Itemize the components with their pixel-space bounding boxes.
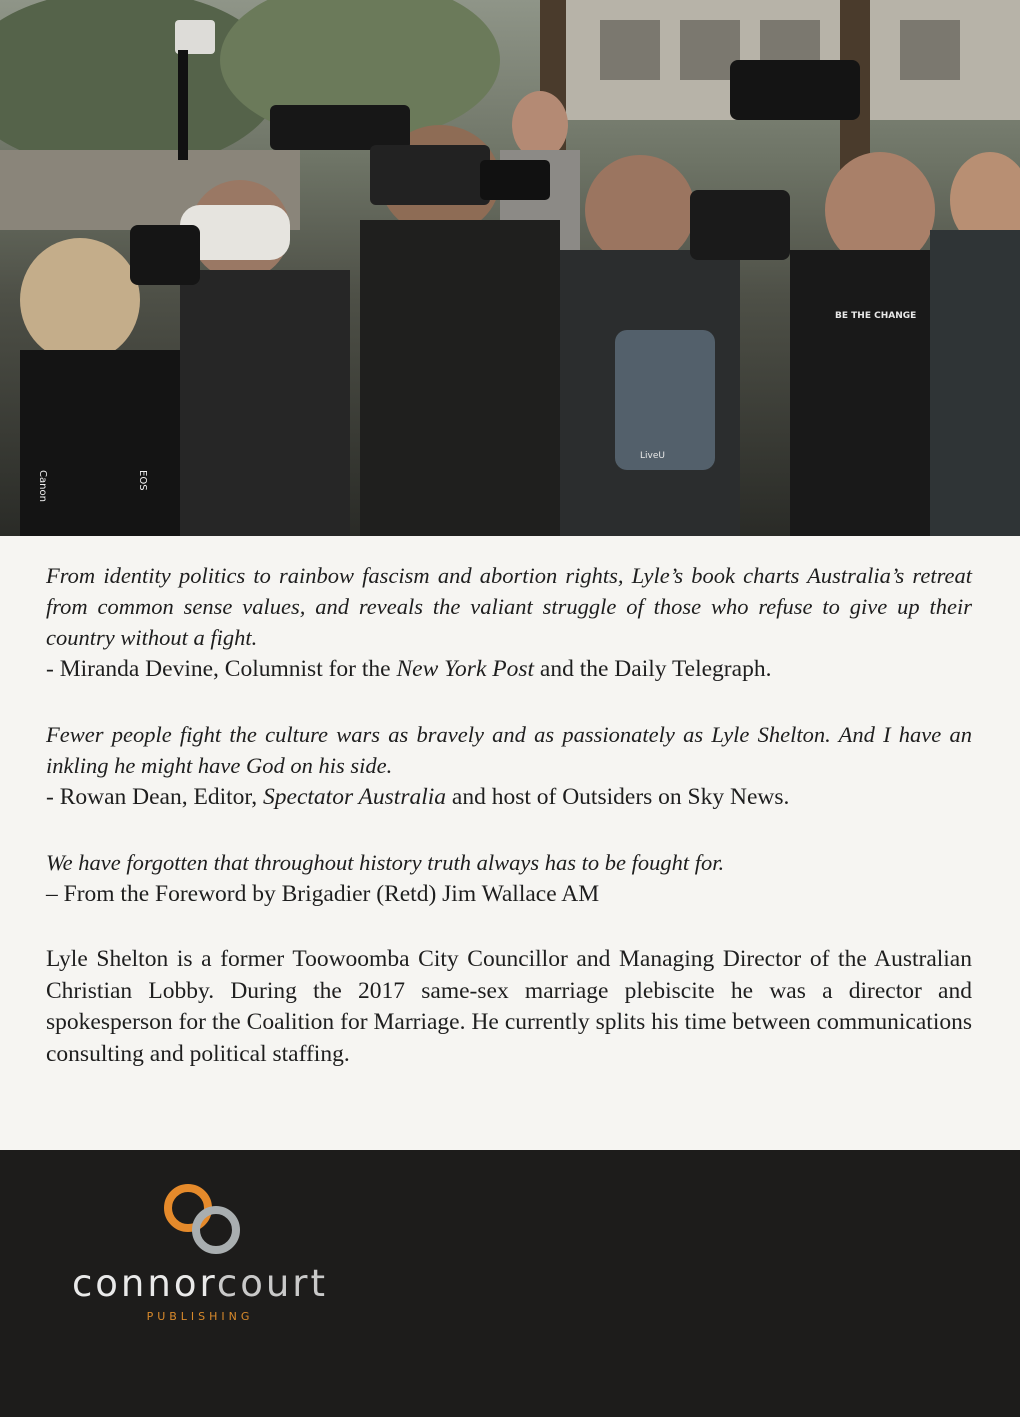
publisher-name bbox=[50, 1262, 350, 1305]
shirt-text: BE THE CHANGE bbox=[835, 311, 917, 321]
attr-2-prefix: - Rowan Dean, Editor, bbox=[46, 784, 264, 810]
attr-3-prefix: – From the Foreword by Brigadier (Retd) Jim Wallace AM bbox=[46, 881, 600, 907]
press-scrum-illustration bbox=[0, 0, 1020, 536]
publisher-name-part2: court bbox=[216, 1262, 329, 1305]
author-bio: Lyle Shelton is a former Toowoomba City Councillor and Managing Director of the Australian Christian Lobby. During the 2017 same-sex marriage plebiscite he was a director and spokesperson for the Coalition for Marriage. He currently splits his time between communications consulting and political staffing. bbox=[46, 946, 972, 1067]
attr-1-suffix: and the Daily Telegraph. bbox=[534, 656, 772, 682]
publisher-subtitle: PUBLISHING bbox=[146, 1310, 254, 1323]
publisher-name-part1: connor bbox=[71, 1262, 217, 1305]
attr-1-prefix: - Miranda Devine, Columnist for the bbox=[46, 656, 397, 682]
quote-3-text: We have forgotten that throughout history truth always has to be fought for. bbox=[46, 850, 725, 875]
attr-2-italic: Spectator Australia bbox=[263, 784, 447, 810]
camera-strap-label-2: EOS bbox=[137, 470, 148, 491]
back-cover-text bbox=[46, 560, 972, 1070]
attr-1-italic: New York Post bbox=[396, 656, 535, 682]
attr-2-suffix: and host of Outsiders on Sky News. bbox=[446, 784, 790, 810]
quote-1-text: From identity politics to rainbow fascism and abortion rights, Lyle’s book charts Australia’s retreat from common sense values, and reveals the valiant struggle of those who refuse to give up their country without a fight. bbox=[46, 563, 972, 650]
quote-1-attribution bbox=[46, 653, 972, 685]
bag-label: LiveU bbox=[640, 451, 665, 461]
connorcourt-logo-icon bbox=[158, 1180, 248, 1260]
camera-strap-label: Canon bbox=[37, 470, 48, 502]
cover-photo bbox=[0, 0, 1020, 536]
quote-3-attribution bbox=[46, 878, 972, 910]
quote-2-text: Fewer people fight the culture wars as bravely and as passionately as Lyle Shelton. And I have an inkling he might have God on his side. bbox=[46, 722, 972, 778]
quote-2-attribution bbox=[46, 781, 972, 813]
